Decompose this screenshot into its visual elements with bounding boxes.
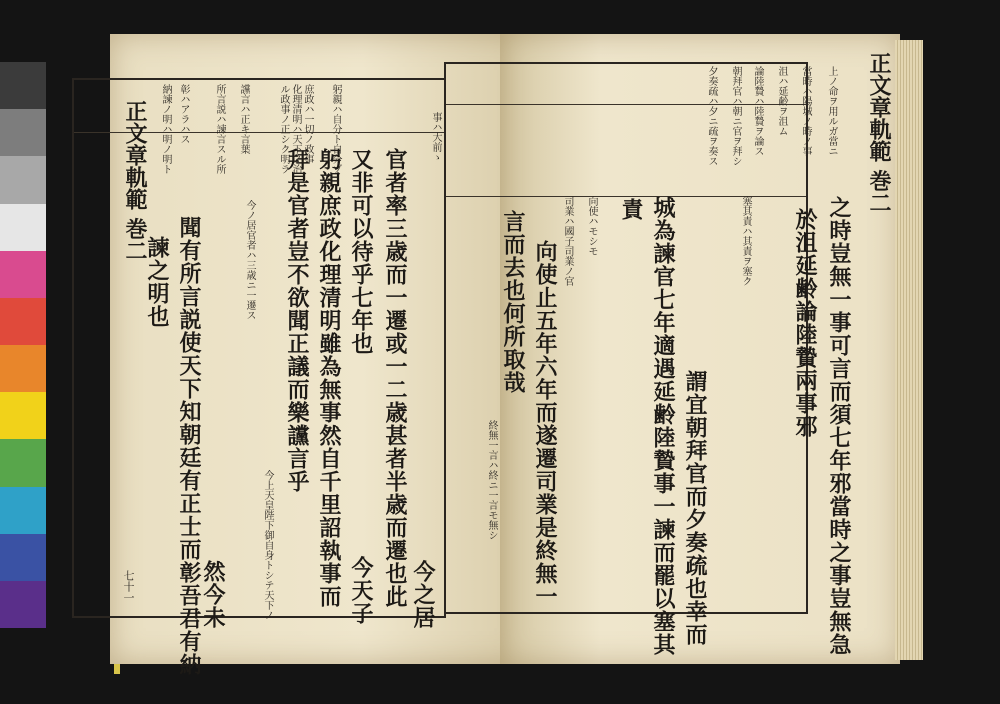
swatch [0,439,46,486]
swatch [0,156,46,203]
main-text-column: 今天子 [348,556,374,625]
page-number: 七十一 [122,570,135,603]
swatch [0,251,46,298]
annotation: 化理清明ハ天下ノ治 [290,84,301,174]
annotation: 司業ハ國子司業ノ官 [562,196,573,286]
swatch [0,392,46,439]
main-text-column: 拜是官者豈不欲聞正議而樂讜言乎 [284,148,310,493]
annotation: 沮ハ延齢ヲ沮ム [776,66,787,136]
annotation: 朝拜官ハ朝ニ官ヲ拜シ [730,66,741,166]
color-checker [0,62,46,628]
swatch [0,345,46,392]
main-text-column: 於沮延齢論陸贄兩事邪 [792,208,818,438]
annotation: 讜言ハ正キ言葉 [238,84,249,154]
swatch [0,204,46,251]
annotation: 躬親ハ自分ト自分ゾ [330,84,341,174]
swatch [0,581,46,628]
main-text-column: 躬親庶政化理清明雖為無事然自千里詔執事而 [316,148,342,608]
annotation: 論陸贄ハ陸贄ヲ論ス [752,66,763,156]
main-text-column: 今之居 [410,560,436,629]
main-text-column: 諫之明也 [144,236,170,328]
main-text-column: 言而去也何所取哉 [500,210,526,394]
swatch [0,487,46,534]
annotation: 所言説ハ諫言スル所 [214,84,225,174]
annotation: 上ノ命ヲ用ルガ當ニ [826,66,837,156]
main-text-column: 向使止五年六年而遂遷司業是終無一 [532,240,558,608]
main-text-column: 之時豈無一事可言而須七年邪當時之事豈無急 [826,196,852,656]
note-divider [446,196,806,197]
annotation: 夕奏疏ハ夕ニ疏ヲ奏ス [706,66,717,166]
main-text-column: 又非可以待乎七年也 [348,148,374,355]
swatch [0,109,46,156]
annotation: 塞其責ハ其責ヲ塞ク [740,196,751,286]
annotation: ル政事ノ正シク明ラ [278,84,289,174]
annotation: 納諫ノ明ハ明ノ明ト [160,84,171,174]
main-text-column: 謂宜朝拜官而夕奏疏也幸而 [682,370,708,646]
main-text-column: 聞有所言説使天下知朝廷有正士而彰吾君有納 [176,216,202,676]
left-page-header: 正文章軌範 巻二 [122,100,148,262]
main-text-column: 官者率三歳而一遷或一二歳甚者半歳而遷也此 [382,148,408,608]
main-text-column: 城為諫官七年適遇延齢陸贄事一諫而罷以塞其 [650,196,676,656]
swatch [0,62,46,109]
page-stack-edge [895,40,923,660]
swatch [0,298,46,345]
main-text-column: 責 [618,198,644,221]
annotation: 彰ハアラハス [178,84,189,144]
swatch [0,534,46,581]
annotation: 當時ハ陽城ノ時ノ事 [800,66,811,156]
right-page-header: 正文章軌範 巻二 [866,52,892,214]
annotation: 向使ハモシモ [586,196,597,256]
annotation: 終無一言ハ終ニ一言モ無シ [486,420,497,540]
main-text-column: 然今未 [200,560,226,629]
annotation: 庶政ハ一切ノ政事 [302,84,313,164]
annotation: 今上天皇陛下御自身トシテ天下ノ [262,470,273,620]
annotation: 今ノ居官者ハ三歳ニ一遷ス [244,200,255,320]
annotation: 事ハ大前ゝ [430,112,441,162]
